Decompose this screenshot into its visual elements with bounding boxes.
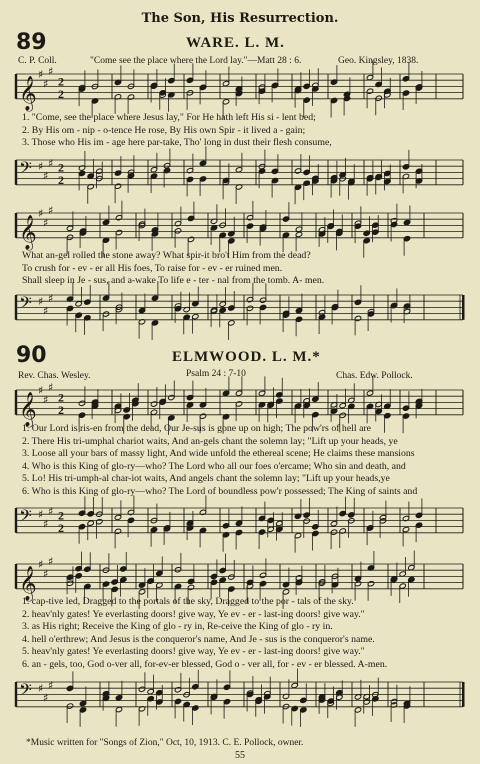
sharp-icon: ♯ xyxy=(43,304,49,318)
running-header: The Son, His Resurrection. xyxy=(141,11,339,26)
sharp-icon: ♯ xyxy=(48,380,54,394)
sharp-icon: ♯ xyxy=(48,679,54,693)
sharp-icon: ♯ xyxy=(38,68,44,81)
music-staff xyxy=(0,382,480,426)
verse-line: 2. heav'nly gates! Ye everlasting doors! give way, Ye ev - er - last-ing doors! give way." xyxy=(22,608,365,620)
hymn-title: ELMWOOD. L. M.* xyxy=(172,349,321,365)
verse-line: To crush for - ev - er all His foes, To raise for - ev - er ruined men. xyxy=(22,262,283,274)
time-signature: 2 xyxy=(58,508,64,523)
bass-clef-icon: 𝄢 xyxy=(19,292,32,317)
treble-clef-icon: 𝄞 xyxy=(19,565,37,601)
verse-block xyxy=(22,112,462,150)
author-credit: Geo. Kingsley, 1838. xyxy=(338,56,419,66)
verse-line: 3. Those who His im - age here par-take, Tho' long in dust their flesh consume, xyxy=(22,137,332,149)
time-signature: 2 xyxy=(58,520,64,535)
sharp-icon: ♯ xyxy=(43,169,49,183)
hymn-title: WARE. L. M. xyxy=(186,35,285,51)
music-staff xyxy=(0,66,480,110)
sharp-icon: ♯ xyxy=(43,517,49,531)
time-signature: 2 xyxy=(58,160,64,175)
verse-line: 5. Lo! His tri-umph-al char-iot waits, And angels chant the solemn lay; "Lift up your heads,ye xyxy=(22,473,390,485)
author-credit: Rev. Chas. Wesley. xyxy=(18,371,91,381)
music-staff xyxy=(0,500,480,544)
hymn-number: 89 xyxy=(16,30,47,55)
sharp-icon: ♯ xyxy=(38,508,44,522)
final-bar-line xyxy=(462,682,465,707)
composer-credit: Chas. Edw. Pollock. xyxy=(336,371,413,381)
sharp-icon: ♯ xyxy=(38,207,44,220)
sharp-icon: ♯ xyxy=(48,157,54,171)
verse-line: 4. Who is this King of glo-ry—who? The Lord who all our foes o'ercame; Who sin and death, and xyxy=(22,460,406,472)
verse-line: 3. as His right; Receive the King of glo - ry in, Re-ceive the King of glo - ry in. xyxy=(22,621,333,633)
sharp-icon: ♯ xyxy=(43,567,49,581)
sharp-icon: ♯ xyxy=(38,160,44,174)
verse-line: 1. Our Lord is ris-en from the dead, Our Je-sus is gone up on high; The pow'rs of hell are xyxy=(22,423,372,434)
sharp-icon: ♯ xyxy=(48,505,54,519)
time-signature: 2 xyxy=(58,402,64,417)
bass-clef-icon: 𝄢 xyxy=(19,505,32,530)
time-signature: 2 xyxy=(58,390,64,405)
final-bar-line xyxy=(462,295,465,320)
sharp-icon: ♯ xyxy=(43,216,49,230)
verse-line: What an-gel rolled the stone away? What spir-it bro't Him from the dead? xyxy=(22,250,311,261)
verse-line: 6. Who is this King of glo-ry—who? The Lord of boundless pow'r possessed; The King of saints and xyxy=(22,485,418,497)
footnote: *Music written for "Songs of Zion," Oct, 10, 1913. C. E. Pollock, owner. xyxy=(26,738,304,748)
sharp-icon: ♯ xyxy=(43,691,49,705)
scripture-reference: Psalm 24 : 7-10 xyxy=(186,369,246,379)
verse-line: 4. hell o'erthrew; And Jesus is the conqueror's name, And Je - sus is the conqueror's name. xyxy=(22,633,375,645)
bass-clef-icon: 𝄢 xyxy=(19,679,32,704)
sharp-icon: ♯ xyxy=(48,203,54,217)
time-signature: 2 xyxy=(58,172,64,187)
verse-line: Shall sleep in Je - sus, and a-wake To life e - ter - nal from the tomb. A- men. xyxy=(22,275,325,287)
composer-credit: C. P. Coll. xyxy=(18,56,57,66)
verse-line: 3. Loose all your bars of massy light, And wide unfold the ethereal scene; He claims these mansions xyxy=(22,448,415,460)
verse-block xyxy=(22,596,462,672)
time-signature: 2 xyxy=(58,86,64,101)
sharp-icon: ♯ xyxy=(38,558,44,571)
scripture-reference: "Come see the place where the Lord lay."—Matt 28 : 6. xyxy=(90,56,302,66)
page-number: 55 xyxy=(235,750,245,761)
music-staff xyxy=(0,287,480,331)
treble-clef-icon: 𝄞 xyxy=(19,391,37,427)
verse-line: 1. "Come, see the place where Jesus lay," For He hath left His si - lent bed; xyxy=(22,112,316,123)
sharp-icon: ♯ xyxy=(38,295,44,309)
music-staff xyxy=(0,674,480,718)
verse-line: 1. cap-tive led, Dragged to the portals of the sky, Dragged to the por - tals of the sky. xyxy=(22,596,354,607)
verse-block xyxy=(22,423,462,499)
music-staff xyxy=(0,556,480,600)
verse-block xyxy=(22,250,462,288)
verse-line: 6. an - gels, too, God o-ver all, for-ev-er blessed, God o - ver all, for - ev - er blessed. A-men. xyxy=(22,658,388,670)
sharp-icon: ♯ xyxy=(43,77,49,91)
time-signature: 2 xyxy=(58,74,64,89)
bass-clef-icon: 𝄢 xyxy=(19,157,32,182)
sharp-icon: ♯ xyxy=(48,292,54,306)
verse-line: 5. heav'nly gates! Ye everlasting doors! give way, Ye ev - er - last-ing doors! give way." xyxy=(22,646,365,658)
treble-clef-icon: 𝄞 xyxy=(19,214,37,250)
sharp-icon: ♯ xyxy=(38,682,44,696)
verse-line: 2. By His om - nip - o-tence He rose, By His own Spir - it lived a - gain; xyxy=(22,124,306,136)
sharp-icon: ♯ xyxy=(38,384,44,397)
music-staff xyxy=(0,205,480,249)
verse-line: 2. There His tri-umphal chariot waits, And an-gels chant the solemn lay; "Lift up your heads, ye xyxy=(22,435,398,447)
sharp-icon: ♯ xyxy=(48,554,54,568)
music-staff xyxy=(0,152,480,196)
hymn-number: 90 xyxy=(16,343,47,368)
sharp-icon: ♯ xyxy=(43,393,49,407)
treble-clef-icon: 𝄞 xyxy=(19,75,37,111)
sharp-icon: ♯ xyxy=(48,64,54,78)
